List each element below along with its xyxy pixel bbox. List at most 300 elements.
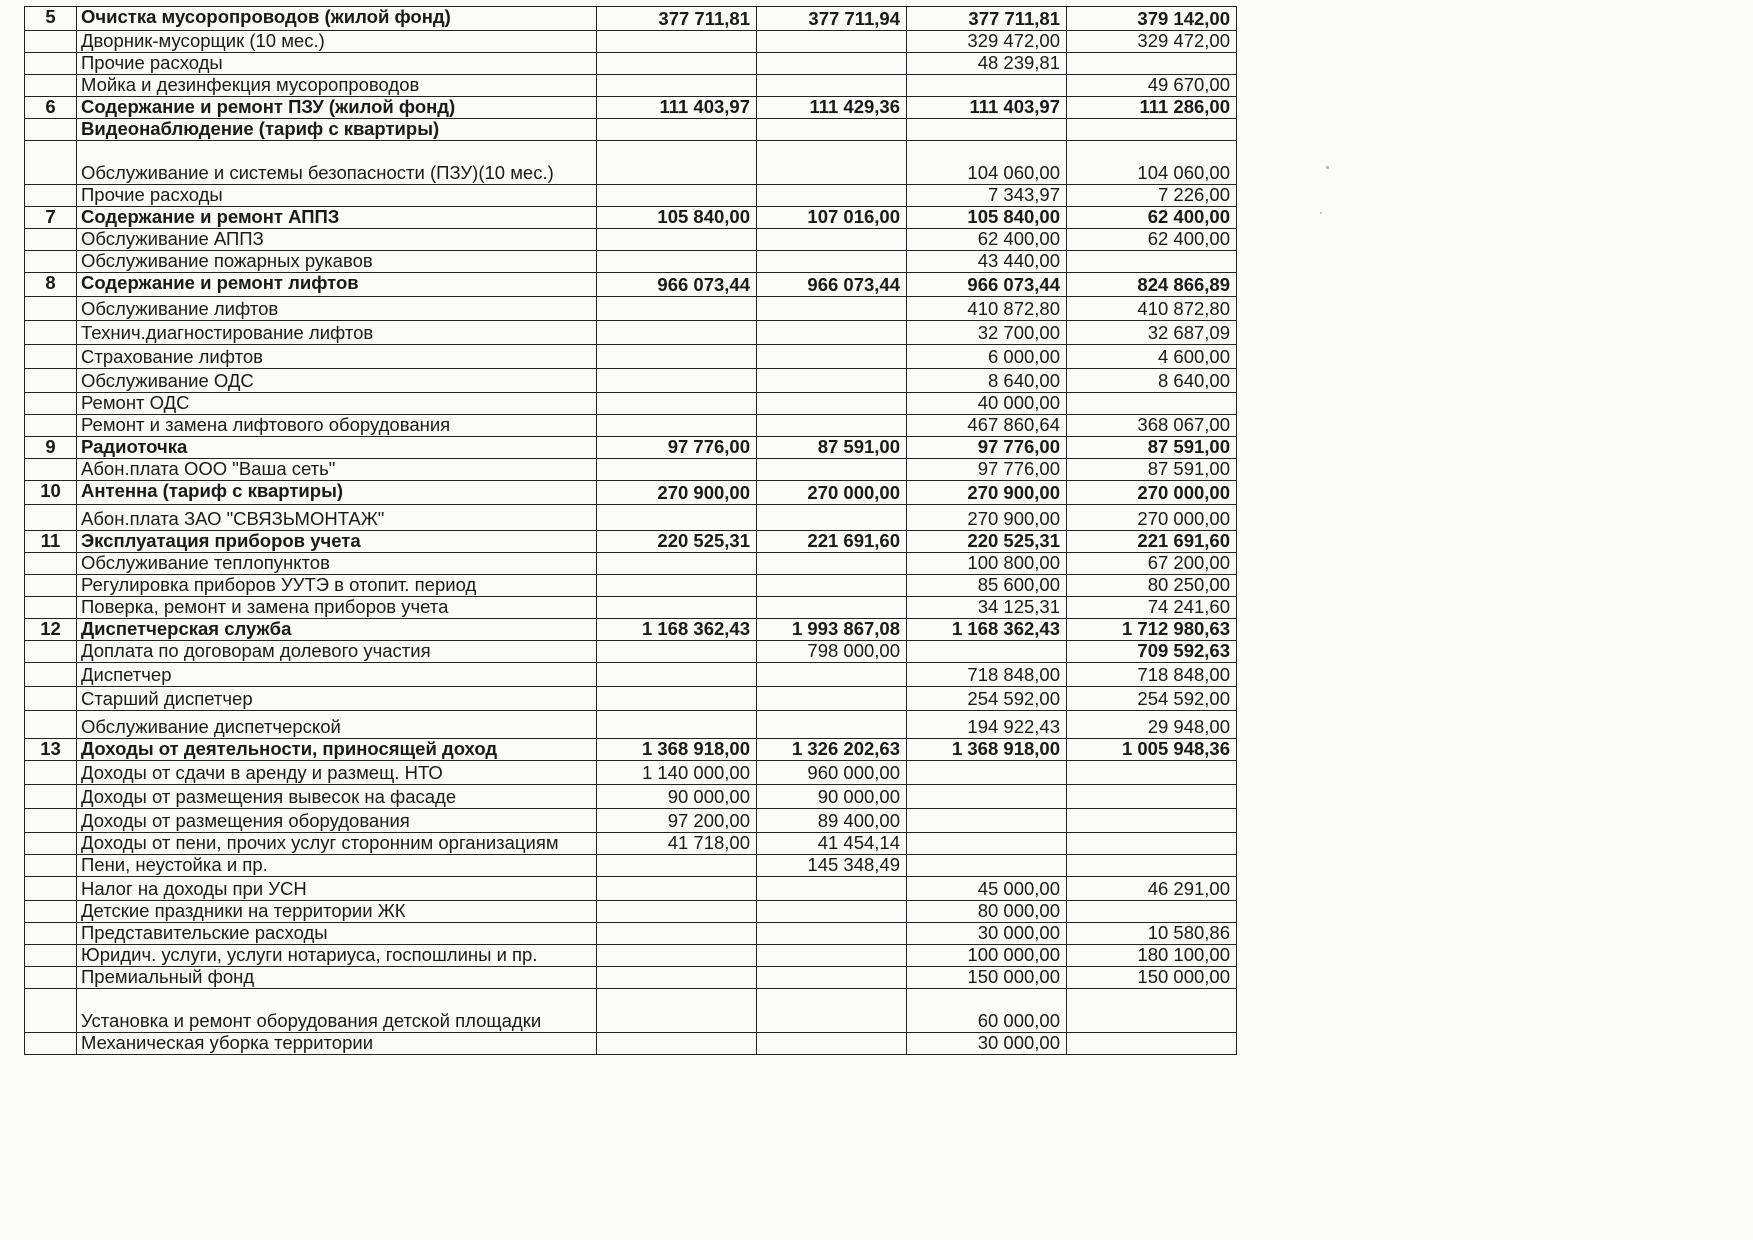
line-item-row [25, 597, 1237, 619]
value-col-3-cell: 220 525,31 [907, 531, 1067, 553]
scan-speck [1320, 212, 1322, 214]
section-header-row [25, 273, 1237, 297]
value-col-1-cell [597, 945, 757, 967]
section-header-row [25, 97, 1237, 119]
value-col-4-cell: 80 250,00 [1067, 575, 1237, 597]
row-number-cell [25, 809, 77, 833]
value-col-2-cell: 798 000,00 [757, 641, 907, 663]
line-item-row [25, 141, 1237, 185]
value-col-1-cell: 90 000,00 [597, 785, 757, 809]
value-col-2-cell: 87 591,00 [757, 437, 907, 459]
value-col-3-cell: 97 776,00 [907, 437, 1067, 459]
row-name-cell: Доходы от размещения вывесок на фасаде [77, 785, 597, 809]
row-number-cell [25, 989, 77, 1033]
value-col-3-cell [907, 785, 1067, 809]
section-header-row [25, 207, 1237, 229]
row-number-cell [25, 761, 77, 785]
value-col-4-cell: 270 000,00 [1067, 505, 1237, 531]
value-col-3-cell: 105 840,00 [907, 207, 1067, 229]
value-col-3-cell: 62 400,00 [907, 229, 1067, 251]
row-name-cell: Обслуживание диспетчерской [77, 711, 597, 739]
row-number-cell [25, 185, 77, 207]
value-col-1-cell: 97 776,00 [597, 437, 757, 459]
row-name-cell: Доходы от пени, прочих услуг сторонним организациям [77, 833, 597, 855]
row-name-cell: Содержание и ремонт лифтов [77, 273, 597, 297]
value-col-1-cell [597, 345, 757, 369]
value-col-3-cell [907, 761, 1067, 785]
value-col-1-cell: 377 711,81 [597, 7, 757, 31]
row-name-cell: Механическая уборка территории [77, 1033, 597, 1055]
row-number-cell: 8 [25, 273, 77, 297]
value-col-1-cell [597, 53, 757, 75]
value-col-4-cell: 4 600,00 [1067, 345, 1237, 369]
row-name-cell: Доходы от размещения оборудования [77, 809, 597, 833]
line-item-row [25, 877, 1237, 901]
row-number-cell [25, 53, 77, 75]
value-col-2-cell [757, 393, 907, 415]
value-col-3-cell: 100 800,00 [907, 553, 1067, 575]
value-col-2-cell: 221 691,60 [757, 531, 907, 553]
value-col-3-cell: 30 000,00 [907, 1033, 1067, 1055]
row-name-cell: Ремонт и замена лифтового оборудования [77, 415, 597, 437]
line-item-row [25, 505, 1237, 531]
value-col-4-cell [1067, 809, 1237, 833]
value-col-1-cell [597, 369, 757, 393]
value-col-2-cell: 1 993 867,08 [757, 619, 907, 641]
value-col-3-cell: 85 600,00 [907, 575, 1067, 597]
row-number-cell [25, 459, 77, 481]
row-name-cell: Старший диспетчер [77, 687, 597, 711]
value-col-1-cell [597, 415, 757, 437]
row-number-cell [25, 877, 77, 901]
value-col-2-cell [757, 575, 907, 597]
value-col-2-cell [757, 31, 907, 53]
value-col-4-cell: 410 872,80 [1067, 297, 1237, 321]
row-number-cell [25, 141, 77, 185]
value-col-1-cell: 220 525,31 [597, 531, 757, 553]
value-col-1-cell [597, 553, 757, 575]
value-col-3-cell: 254 592,00 [907, 687, 1067, 711]
value-col-2-cell [757, 345, 907, 369]
row-name-cell: Эксплуатация приборов учета [77, 531, 597, 553]
value-col-4-cell: 111 286,00 [1067, 97, 1237, 119]
value-col-3-cell: 45 000,00 [907, 877, 1067, 901]
line-item-row [25, 297, 1237, 321]
row-name-cell: Радиоточка [77, 437, 597, 459]
value-col-1-cell [597, 575, 757, 597]
value-col-3-cell: 377 711,81 [907, 7, 1067, 31]
row-name-cell: Обслуживание ОДС [77, 369, 597, 393]
row-number-cell [25, 967, 77, 989]
value-col-3-cell [907, 119, 1067, 141]
row-name-cell: Обслуживание лифтов [77, 297, 597, 321]
value-col-2-cell: 270 000,00 [757, 481, 907, 505]
value-col-1-cell [597, 687, 757, 711]
row-name-cell: Абон.плата ООО "Ваша сеть" [77, 459, 597, 481]
row-name-cell: Доплата по договорам долевого участия [77, 641, 597, 663]
value-col-2-cell [757, 53, 907, 75]
line-item-row [25, 229, 1237, 251]
value-col-3-cell: 48 239,81 [907, 53, 1067, 75]
section-header-row [25, 481, 1237, 505]
value-col-3-cell [907, 75, 1067, 97]
value-col-2-cell [757, 877, 907, 901]
value-col-4-cell: 29 948,00 [1067, 711, 1237, 739]
value-col-3-cell: 467 860,64 [907, 415, 1067, 437]
value-col-1-cell [597, 297, 757, 321]
value-col-1-cell: 1 140 000,00 [597, 761, 757, 785]
value-col-4-cell: 709 592,63 [1067, 641, 1237, 663]
value-col-4-cell [1067, 785, 1237, 809]
section-header-row [25, 7, 1237, 31]
value-col-3-cell [907, 641, 1067, 663]
row-name-cell: Страхование лифтов [77, 345, 597, 369]
row-number-cell: 9 [25, 437, 77, 459]
row-name-cell: Абон.плата ЗАО "СВЯЗЬМОНТАЖ" [77, 505, 597, 531]
value-col-3-cell: 60 000,00 [907, 989, 1067, 1033]
value-col-3-cell: 80 000,00 [907, 901, 1067, 923]
value-col-2-cell [757, 923, 907, 945]
value-col-4-cell [1067, 989, 1237, 1033]
value-col-1-cell [597, 663, 757, 687]
value-col-1-cell [597, 989, 757, 1033]
value-col-4-cell: 329 472,00 [1067, 31, 1237, 53]
row-number-cell [25, 711, 77, 739]
value-col-3-cell: 1 168 362,43 [907, 619, 1067, 641]
value-col-2-cell [757, 663, 907, 687]
scan-speck [1326, 166, 1329, 169]
row-name-cell: Премиальный фонд [77, 967, 597, 989]
row-number-cell: 6 [25, 97, 77, 119]
value-col-1-cell [597, 641, 757, 663]
value-col-1-cell [597, 855, 757, 877]
line-item-row [25, 459, 1237, 481]
line-item-row [25, 321, 1237, 345]
row-number-cell [25, 297, 77, 321]
value-col-1-cell: 966 073,44 [597, 273, 757, 297]
value-col-4-cell: 150 000,00 [1067, 967, 1237, 989]
row-number-cell [25, 415, 77, 437]
value-col-1-cell [597, 505, 757, 531]
value-col-2-cell: 89 400,00 [757, 809, 907, 833]
value-col-4-cell: 104 060,00 [1067, 141, 1237, 185]
value-col-3-cell [907, 809, 1067, 833]
value-col-3-cell: 30 000,00 [907, 923, 1067, 945]
value-col-1-cell: 1 368 918,00 [597, 739, 757, 761]
value-col-1-cell [597, 75, 757, 97]
line-item-row [25, 185, 1237, 207]
row-name-cell: Доходы от деятельности, приносящей доход [77, 739, 597, 761]
value-col-2-cell [757, 119, 907, 141]
value-col-2-cell [757, 597, 907, 619]
value-col-1-cell [597, 597, 757, 619]
row-number-cell: 13 [25, 739, 77, 761]
row-name-cell: Доходы от сдачи в аренду и размещ. НТО [77, 761, 597, 785]
value-col-2-cell [757, 687, 907, 711]
value-col-1-cell [597, 31, 757, 53]
line-item-row [25, 553, 1237, 575]
value-col-1-cell: 105 840,00 [597, 207, 757, 229]
value-col-2-cell [757, 321, 907, 345]
line-item-row [25, 967, 1237, 989]
value-col-4-cell: 221 691,60 [1067, 531, 1237, 553]
row-name-cell: Обслуживание АППЗ [77, 229, 597, 251]
value-col-3-cell [907, 855, 1067, 877]
row-name-cell: Пени, неустойка и пр. [77, 855, 597, 877]
value-col-2-cell [757, 553, 907, 575]
value-col-3-cell: 8 640,00 [907, 369, 1067, 393]
value-col-1-cell [597, 229, 757, 251]
value-col-1-cell [597, 393, 757, 415]
row-number-cell [25, 505, 77, 531]
row-number-cell [25, 321, 77, 345]
value-col-4-cell [1067, 761, 1237, 785]
section-header-row [25, 619, 1237, 641]
value-col-4-cell [1067, 855, 1237, 877]
value-col-4-cell: 62 400,00 [1067, 229, 1237, 251]
value-col-1-cell: 41 718,00 [597, 833, 757, 855]
row-number-cell: 11 [25, 531, 77, 553]
row-name-cell: Содержание и ремонт АППЗ [77, 207, 597, 229]
value-col-4-cell [1067, 251, 1237, 273]
value-col-3-cell: 150 000,00 [907, 967, 1067, 989]
row-name-cell: Антенна (тариф с квартиры) [77, 481, 597, 505]
value-col-2-cell [757, 967, 907, 989]
row-name-cell: Обслуживание и системы безопасности (ПЗУ)(10 мес.) [77, 141, 597, 185]
value-col-2-cell: 960 000,00 [757, 761, 907, 785]
row-name-cell: Видеонаблюдение (тариф с квартиры) [77, 119, 597, 141]
section-header-row [25, 119, 1237, 141]
row-name-cell: Обслуживание теплопунктов [77, 553, 597, 575]
value-col-1-cell [597, 251, 757, 273]
value-col-2-cell: 41 454,14 [757, 833, 907, 855]
value-col-1-cell [597, 459, 757, 481]
value-col-4-cell: 32 687,09 [1067, 321, 1237, 345]
value-col-2-cell [757, 141, 907, 185]
value-col-1-cell [597, 185, 757, 207]
value-col-2-cell [757, 989, 907, 1033]
value-col-3-cell: 43 440,00 [907, 251, 1067, 273]
row-number-cell [25, 345, 77, 369]
value-col-3-cell: 270 900,00 [907, 505, 1067, 531]
value-col-2-cell [757, 459, 907, 481]
value-col-2-cell [757, 505, 907, 531]
value-col-1-cell [597, 321, 757, 345]
value-col-1-cell: 97 200,00 [597, 809, 757, 833]
row-number-cell [25, 833, 77, 855]
budget-table-body [25, 7, 1237, 1055]
row-number-cell [25, 923, 77, 945]
value-col-3-cell: 6 000,00 [907, 345, 1067, 369]
row-name-cell: Обслуживание пожарных рукавов [77, 251, 597, 273]
value-col-3-cell: 329 472,00 [907, 31, 1067, 53]
line-item-row [25, 945, 1237, 967]
line-item-row [25, 575, 1237, 597]
value-col-4-cell: 1 005 948,36 [1067, 739, 1237, 761]
value-col-4-cell: 7 226,00 [1067, 185, 1237, 207]
row-name-cell: Диспетчерская служба [77, 619, 597, 641]
value-col-4-cell [1067, 901, 1237, 923]
line-item-row [25, 711, 1237, 739]
line-item-row [25, 809, 1237, 833]
value-col-1-cell [597, 119, 757, 141]
row-name-cell: Налог на доходы при УСН [77, 877, 597, 901]
value-col-4-cell: 180 100,00 [1067, 945, 1237, 967]
row-number-cell [25, 31, 77, 53]
row-number-cell [25, 251, 77, 273]
row-number-cell [25, 229, 77, 251]
row-number-cell [25, 369, 77, 393]
value-col-4-cell: 87 591,00 [1067, 459, 1237, 481]
value-col-3-cell: 410 872,80 [907, 297, 1067, 321]
row-name-cell: Прочие расходы [77, 53, 597, 75]
value-col-3-cell [907, 833, 1067, 855]
line-item-row [25, 687, 1237, 711]
value-col-4-cell: 87 591,00 [1067, 437, 1237, 459]
value-col-3-cell: 34 125,31 [907, 597, 1067, 619]
value-col-4-cell: 824 866,89 [1067, 273, 1237, 297]
value-col-4-cell [1067, 53, 1237, 75]
row-name-cell: Установка и ремонт оборудования детской площадки [77, 989, 597, 1033]
row-name-cell: Ремонт ОДС [77, 393, 597, 415]
value-col-4-cell [1067, 833, 1237, 855]
value-col-1-cell [597, 711, 757, 739]
value-col-4-cell: 49 670,00 [1067, 75, 1237, 97]
row-number-cell [25, 785, 77, 809]
value-col-4-cell: 8 640,00 [1067, 369, 1237, 393]
section-header-row [25, 531, 1237, 553]
value-col-2-cell [757, 1033, 907, 1055]
value-col-2-cell: 377 711,94 [757, 7, 907, 31]
line-item-row [25, 989, 1237, 1033]
row-number-cell [25, 119, 77, 141]
row-number-cell [25, 855, 77, 877]
row-number-cell [25, 641, 77, 663]
line-item-row [25, 415, 1237, 437]
value-col-2-cell [757, 415, 907, 437]
value-col-1-cell [597, 141, 757, 185]
line-item-row [25, 369, 1237, 393]
value-col-1-cell [597, 877, 757, 901]
row-number-cell [25, 1033, 77, 1055]
value-col-4-cell: 379 142,00 [1067, 7, 1237, 31]
section-header-row [25, 437, 1237, 459]
value-col-2-cell [757, 251, 907, 273]
value-col-3-cell: 270 900,00 [907, 481, 1067, 505]
row-number-cell [25, 75, 77, 97]
row-name-cell: Содержание и ремонт ПЗУ (жилой фонд) [77, 97, 597, 119]
row-name-cell: Юридич. услуги, услуги нотариуса, госпошлины и пр. [77, 945, 597, 967]
line-item-row [25, 53, 1237, 75]
row-name-cell: Поверка, ремонт и замена приборов учета [77, 597, 597, 619]
value-col-2-cell [757, 369, 907, 393]
value-col-4-cell: 74 241,60 [1067, 597, 1237, 619]
row-number-cell [25, 687, 77, 711]
line-item-row [25, 31, 1237, 53]
value-col-4-cell [1067, 393, 1237, 415]
row-number-cell: 12 [25, 619, 77, 641]
value-col-2-cell: 966 073,44 [757, 273, 907, 297]
value-col-3-cell: 194 922,43 [907, 711, 1067, 739]
value-col-3-cell: 7 343,97 [907, 185, 1067, 207]
row-number-cell [25, 901, 77, 923]
value-col-1-cell [597, 901, 757, 923]
value-col-4-cell: 46 291,00 [1067, 877, 1237, 901]
value-col-4-cell: 254 592,00 [1067, 687, 1237, 711]
value-col-4-cell: 67 200,00 [1067, 553, 1237, 575]
value-col-4-cell: 10 580,86 [1067, 923, 1237, 945]
value-col-3-cell: 100 000,00 [907, 945, 1067, 967]
line-item-row [25, 663, 1237, 687]
value-col-1-cell [597, 1033, 757, 1055]
row-name-cell: Мойка и дезинфекция мусоропроводов [77, 75, 597, 97]
value-col-4-cell [1067, 1033, 1237, 1055]
value-col-2-cell: 1 326 202,63 [757, 739, 907, 761]
value-col-3-cell: 966 073,44 [907, 273, 1067, 297]
budget-document-page [24, 6, 1236, 1055]
row-number-cell [25, 393, 77, 415]
value-col-4-cell [1067, 119, 1237, 141]
value-col-2-cell: 90 000,00 [757, 785, 907, 809]
value-col-1-cell [597, 923, 757, 945]
line-item-row [25, 855, 1237, 877]
row-number-cell [25, 553, 77, 575]
value-col-2-cell [757, 75, 907, 97]
value-col-3-cell: 111 403,97 [907, 97, 1067, 119]
row-name-cell: Технич.диагностирование лифтов [77, 321, 597, 345]
row-name-cell: Детские праздники на территории ЖК [77, 901, 597, 923]
value-col-4-cell: 718 848,00 [1067, 663, 1237, 687]
row-name-cell: Прочие расходы [77, 185, 597, 207]
row-number-cell: 5 [25, 7, 77, 31]
row-name-cell: Диспетчер [77, 663, 597, 687]
line-item-row [25, 833, 1237, 855]
line-item-row [25, 251, 1237, 273]
value-col-2-cell: 107 016,00 [757, 207, 907, 229]
value-col-3-cell: 1 368 918,00 [907, 739, 1067, 761]
row-number-cell [25, 663, 77, 687]
value-col-4-cell: 62 400,00 [1067, 207, 1237, 229]
value-col-2-cell [757, 901, 907, 923]
value-col-2-cell: 145 348,49 [757, 855, 907, 877]
section-header-row [25, 739, 1237, 761]
value-col-2-cell [757, 229, 907, 251]
value-col-4-cell: 368 067,00 [1067, 415, 1237, 437]
value-col-2-cell: 111 429,36 [757, 97, 907, 119]
value-col-1-cell: 270 900,00 [597, 481, 757, 505]
line-item-row [25, 1033, 1237, 1055]
row-number-cell [25, 945, 77, 967]
line-item-row [25, 901, 1237, 923]
budget-table [24, 6, 1237, 1055]
value-col-2-cell [757, 711, 907, 739]
value-col-2-cell [757, 945, 907, 967]
row-number-cell [25, 575, 77, 597]
row-number-cell [25, 597, 77, 619]
row-name-cell: Представительские расходы [77, 923, 597, 945]
value-col-2-cell [757, 185, 907, 207]
value-col-1-cell [597, 967, 757, 989]
row-name-cell: Дворник-мусорщик (10 мес.) [77, 31, 597, 53]
row-name-cell: Очистка мусоропроводов (жилой фонд) [77, 7, 597, 31]
line-item-row [25, 393, 1237, 415]
value-col-3-cell: 40 000,00 [907, 393, 1067, 415]
row-number-cell: 7 [25, 207, 77, 229]
line-item-row [25, 923, 1237, 945]
line-item-row [25, 641, 1237, 663]
value-col-3-cell: 97 776,00 [907, 459, 1067, 481]
row-name-cell: Регулировка приборов УУТЭ в отопит. период [77, 575, 597, 597]
